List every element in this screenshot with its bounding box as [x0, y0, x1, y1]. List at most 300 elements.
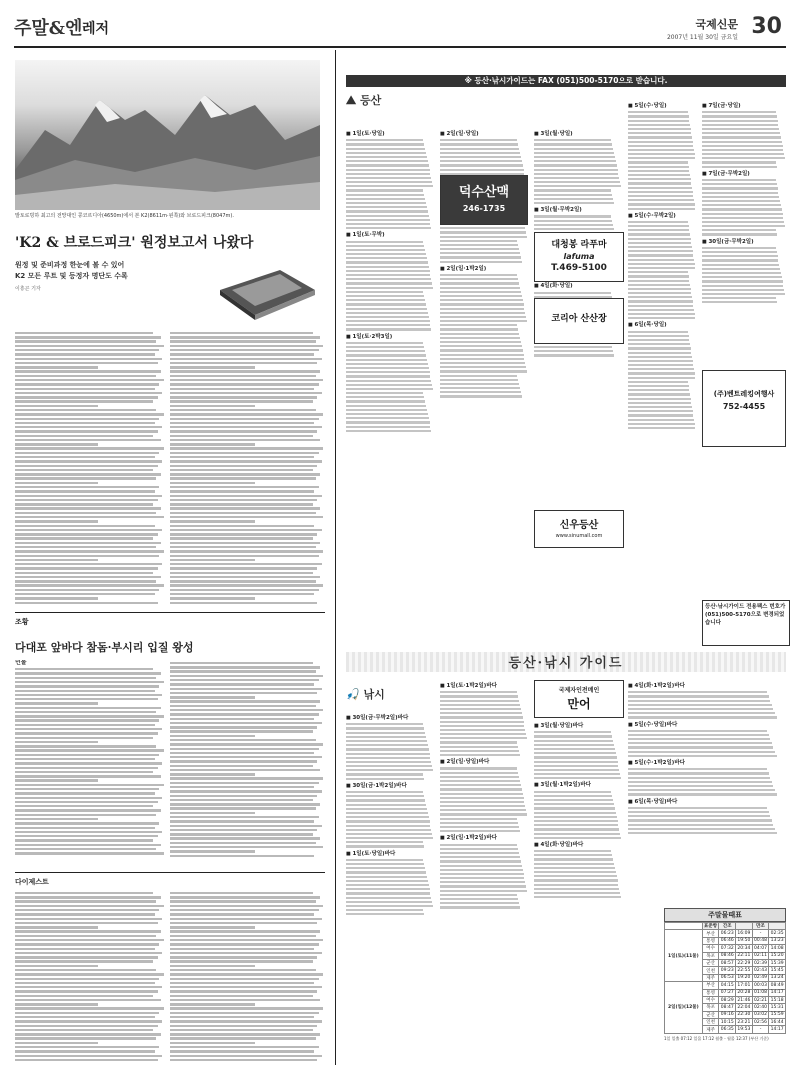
listing-row — [346, 876, 427, 878]
listing-row — [534, 871, 616, 873]
listing-row — [346, 892, 430, 894]
listing-row — [534, 761, 618, 763]
tide-cell: 부산 — [702, 930, 719, 937]
tide-cell: 22:30 — [737, 1012, 751, 1018]
listing-row — [628, 136, 692, 138]
listing-row — [440, 345, 522, 347]
text-line — [15, 589, 159, 591]
listing-row — [440, 169, 524, 171]
text-line — [170, 965, 255, 967]
listing-row — [534, 350, 613, 352]
text-line — [170, 786, 314, 788]
tide-cell: 14:17 — [770, 990, 784, 996]
listing-row — [702, 179, 776, 181]
text-line — [15, 737, 153, 739]
tide-cell: 01:08 — [754, 990, 767, 996]
tide-cell: - — [752, 1026, 769, 1033]
listing-row — [628, 161, 688, 163]
listing-row — [534, 752, 616, 754]
text-line — [170, 683, 314, 685]
listing-row — [440, 152, 520, 154]
text-line — [15, 482, 98, 484]
listing-row — [440, 164, 523, 166]
text-line — [15, 905, 164, 907]
listing-row — [346, 884, 429, 886]
text-line — [15, 418, 159, 420]
listing-row — [628, 203, 695, 205]
listing-row — [534, 164, 617, 166]
listing-row — [628, 352, 691, 354]
listing-row — [346, 257, 427, 259]
listing-row — [346, 359, 427, 361]
text-line — [170, 765, 313, 767]
listing-row — [346, 274, 430, 276]
listing-row — [346, 354, 426, 356]
listing-region-header: ■ 30일(금·무박2일) — [702, 239, 786, 245]
listing-region-header: ■ 4일(화·당일) — [534, 283, 622, 289]
listing-row — [346, 795, 424, 797]
listing-row — [628, 339, 689, 341]
tide-cell: 군산 — [702, 1011, 719, 1018]
listing-row — [346, 169, 430, 171]
guide-banner-title: 등산·낚시 가이드 — [508, 656, 624, 671]
listing-row — [346, 901, 432, 903]
listing-row — [534, 744, 614, 746]
listing-row — [346, 748, 429, 750]
listing-row — [702, 264, 779, 266]
climbing-section-title — [346, 92, 381, 108]
listing-row — [346, 241, 423, 243]
text-line — [170, 379, 323, 381]
listing-row — [440, 716, 523, 718]
listing-row — [628, 712, 775, 714]
fishing-listing-col-4 — [628, 680, 786, 905]
page-header — [14, 10, 786, 48]
tide-cell: 15:39 — [770, 960, 784, 966]
listing-row — [440, 877, 524, 879]
listing-row — [702, 183, 777, 185]
text-line — [170, 340, 316, 342]
text-line — [170, 602, 317, 604]
page-number: 30 — [751, 14, 782, 39]
story2-col-2 — [170, 660, 325, 860]
listing-row — [346, 773, 423, 775]
listing-row — [628, 402, 691, 404]
report-book-image — [210, 260, 320, 322]
tide-cell: 22:29 — [737, 960, 751, 966]
listing-row — [440, 240, 517, 242]
listing-row — [702, 251, 777, 253]
text-line — [170, 956, 317, 958]
listing-row — [346, 841, 423, 843]
listing-row — [440, 801, 524, 803]
tide-cell: 인천 — [702, 1019, 719, 1026]
listing-row — [440, 898, 518, 900]
listing-row — [440, 813, 527, 815]
text-line — [15, 672, 161, 674]
tide-footnote: 1일 일출 07:12 일몰 17:12 월출 - 월몰 12:37 (부산 기준) — [664, 1035, 769, 1041]
fax-banner: ※ 등산·낚시가이드는 FAX (051)500-5170으로 받습니다. — [346, 75, 786, 87]
tide-cell: 제주 — [702, 974, 719, 981]
text-line — [170, 567, 317, 569]
listing-row — [346, 210, 428, 212]
text-line — [15, 724, 155, 726]
listing-row — [702, 280, 783, 282]
listing-row — [440, 379, 518, 381]
listing-row — [440, 712, 522, 714]
listing-row — [628, 275, 689, 277]
text-line — [170, 447, 323, 449]
text-line — [170, 713, 319, 715]
listing-row — [628, 364, 693, 366]
listing-row — [628, 178, 691, 180]
text-line — [170, 999, 320, 1001]
tide-cell: 20:34 — [737, 945, 751, 951]
listing-row — [346, 405, 426, 407]
text-line — [15, 922, 158, 924]
feature-body-col-1 — [15, 330, 165, 605]
listing-row — [346, 409, 427, 411]
listing-region-header: ■ 4일(화·1박2일)바다 — [628, 683, 786, 689]
text-line — [170, 995, 313, 997]
text-line — [170, 842, 316, 844]
listing-row — [628, 225, 689, 227]
listing-region-header: ■ 6일(목·당일) — [628, 322, 696, 328]
tide-cell: 22:04 — [737, 1004, 751, 1010]
listing-row — [702, 268, 780, 270]
listing-region-header: ■ 2일(일·1박2일) — [440, 266, 528, 272]
text-line — [15, 388, 155, 390]
listing-row — [440, 256, 521, 258]
digest-col-2 — [170, 890, 325, 1065]
listing-row — [346, 761, 431, 763]
text-line — [15, 973, 164, 975]
text-line — [15, 801, 158, 803]
climbing-listing-col-1 — [346, 128, 434, 643]
story-divider — [15, 612, 325, 613]
listing-row — [346, 371, 430, 373]
listing-region-header: ■ 3일(월·당일) — [534, 131, 622, 137]
listing-row — [346, 812, 428, 814]
listing-row — [440, 287, 520, 289]
listing-row — [628, 356, 692, 358]
text-line — [15, 926, 98, 928]
text-line — [15, 969, 156, 971]
listing-row — [346, 249, 425, 251]
listing-row — [346, 753, 430, 755]
listing-row — [628, 191, 693, 193]
text-line — [170, 709, 323, 711]
listing-row — [346, 791, 423, 793]
text-line — [15, 1037, 156, 1039]
listing-row — [346, 367, 429, 369]
listing-row — [346, 863, 424, 865]
notice-text: 등산·낚시가이드 전용팩스 번호가 (051)500-5170으로 변경되었습니다 — [705, 604, 786, 626]
tide-table-title: 주말물때표 — [664, 908, 786, 922]
text-line — [15, 754, 159, 756]
text-line — [15, 784, 164, 786]
text-line — [15, 995, 153, 997]
text-line — [170, 477, 316, 479]
listing-row — [534, 139, 611, 141]
listing-row — [440, 780, 520, 782]
text-line — [170, 982, 314, 984]
text-line — [170, 1059, 317, 1061]
fax-change-notice — [702, 600, 790, 646]
text-line — [15, 960, 153, 962]
listing-region-header: ■ 1일(토·1박2일)바다 — [440, 683, 528, 689]
listing-row — [346, 156, 427, 158]
text-line — [15, 1020, 162, 1022]
listing-row — [346, 253, 426, 255]
listing-row — [346, 282, 432, 284]
text-line — [15, 909, 159, 911]
listing-row — [440, 721, 524, 723]
text-line — [170, 790, 322, 792]
listing-row — [628, 347, 691, 349]
tide-day-label: 1일(토)(11물) — [665, 930, 703, 982]
listing-row — [440, 700, 519, 702]
listing-row — [440, 906, 520, 908]
listing-row — [702, 161, 776, 163]
listing-row — [702, 145, 783, 147]
listing-row — [628, 819, 772, 821]
feature-subhead-1: 원정 및 준비과정 한눈에 볼 수 있어 — [15, 261, 125, 269]
listing-row — [628, 734, 769, 736]
listing-row — [702, 255, 778, 257]
listing-row — [534, 807, 615, 809]
listing-row — [440, 227, 525, 229]
listing-row — [346, 871, 426, 873]
listing-row — [346, 825, 430, 827]
text-line — [170, 400, 313, 402]
tide-cell: 15:45 — [770, 968, 784, 974]
listing-row — [702, 276, 782, 278]
story2-sub-freshwater: 민물 — [15, 660, 27, 666]
listing-row — [702, 259, 778, 261]
text-line — [170, 807, 316, 809]
tide-cell: 14:08 — [770, 945, 784, 951]
listing-row — [628, 360, 693, 362]
text-line — [170, 688, 322, 690]
text-line — [170, 490, 314, 492]
ad-lafuma — [534, 232, 624, 282]
tide-header-cell — [665, 923, 703, 930]
listing-row — [628, 145, 693, 147]
text-line — [15, 537, 153, 539]
listing-row — [628, 208, 695, 210]
text-line — [170, 1025, 317, 1027]
text-line — [170, 1029, 313, 1031]
text-line — [15, 362, 158, 364]
listing-row — [346, 426, 430, 428]
listing-row — [534, 867, 615, 869]
listing-row — [702, 124, 778, 126]
listing-region-header: ■ 6일(목·당일)바다 — [628, 799, 786, 805]
ad-sinwoo-title: 신우등산 — [559, 520, 599, 531]
listing-row — [534, 854, 612, 856]
listing-row — [440, 349, 523, 351]
text-line — [170, 392, 322, 394]
listing-row — [534, 816, 617, 818]
listing-row — [346, 295, 424, 297]
listing-row — [346, 202, 426, 204]
listing-row — [534, 224, 613, 226]
listing-row — [346, 744, 428, 746]
tide-cell: 00:03 — [754, 982, 767, 988]
tide-cell: 13:23 — [770, 938, 784, 944]
listing-region-header: ■ 2일(일·당일)바다 — [440, 759, 528, 765]
text-line — [170, 1050, 314, 1052]
feature-subhead-2: K2 모든 루트 및 등정자 명단도 수록 — [15, 272, 128, 280]
text-line — [15, 1059, 158, 1061]
listing-row — [534, 756, 617, 758]
listing-row — [440, 139, 517, 141]
text-line — [170, 1033, 320, 1035]
listing-row — [702, 120, 778, 122]
listing-row — [702, 149, 783, 151]
listing-row — [534, 173, 618, 175]
text-line — [170, 503, 313, 505]
text-line — [15, 948, 155, 950]
listing-row — [534, 143, 612, 145]
issue-date: 2007년 11월 30일 금요일 — [666, 34, 738, 41]
listing-row — [440, 860, 521, 862]
listing-row — [628, 700, 770, 702]
listing-row — [440, 881, 525, 883]
listing-row — [702, 111, 776, 113]
listing-row — [346, 740, 427, 742]
listing-row — [534, 194, 612, 196]
listing-row — [346, 375, 430, 377]
feature-headline: 'K2 & 브로드피크' 원정보고서 나왔다 — [15, 235, 254, 251]
listing-row — [346, 324, 430, 326]
text-line — [15, 930, 161, 932]
tide-cell: 21:46 — [737, 997, 751, 1003]
text-line — [15, 978, 159, 980]
listing-row — [534, 875, 617, 877]
text-line — [170, 435, 313, 437]
listing-row — [702, 293, 785, 295]
listing-row — [440, 695, 518, 697]
listing-row — [628, 182, 691, 184]
listing-row — [702, 217, 783, 219]
text-line — [15, 809, 161, 811]
text-line — [170, 345, 323, 347]
text-line — [170, 735, 255, 737]
listing-row — [346, 833, 432, 835]
text-line — [170, 516, 323, 518]
listing-row — [628, 170, 689, 172]
text-line — [15, 529, 162, 531]
listing-row — [702, 132, 780, 134]
listing-row — [702, 204, 781, 206]
listing-row — [628, 233, 690, 235]
listing-row — [346, 266, 429, 268]
listing-row — [440, 320, 527, 322]
story2-label: 조황 — [15, 618, 29, 626]
listing-row — [628, 414, 693, 416]
listing-row — [440, 341, 521, 343]
listing-row — [628, 777, 770, 779]
listing-row — [346, 421, 430, 423]
listing-row — [346, 820, 430, 822]
text-line — [15, 426, 162, 428]
tide-cell: 06:53 — [720, 975, 734, 981]
tide-cell: 02:35 — [770, 931, 784, 937]
listing-row — [440, 725, 524, 727]
text-line — [15, 668, 153, 670]
listing-row — [628, 742, 772, 744]
text-line — [170, 739, 316, 741]
ad-bent-phone: 752-4455 — [722, 402, 766, 411]
listing-row — [628, 423, 695, 425]
tide-cell: 20:28 — [737, 990, 751, 996]
text-line — [15, 443, 98, 445]
story2-headline: 다대포 앞바다 참돔·부시리 입질 왕성 — [15, 641, 194, 654]
text-line — [170, 550, 323, 552]
text-line — [15, 1025, 158, 1027]
text-line — [15, 1046, 159, 1048]
text-line — [15, 835, 158, 837]
text-line — [170, 855, 314, 857]
text-line — [15, 477, 156, 479]
listing-row — [534, 795, 612, 797]
ad-sinwoo — [534, 510, 624, 548]
tide-header-cell: 표준항 — [704, 924, 718, 930]
text-line — [15, 533, 158, 535]
listing-row — [628, 292, 691, 294]
listing-row — [628, 751, 775, 753]
listing-row — [346, 164, 429, 166]
tide-cell: 08:29 — [720, 997, 734, 1003]
text-line — [15, 516, 164, 518]
text-line — [15, 900, 156, 902]
text-line — [15, 707, 161, 709]
listing-row — [628, 187, 692, 189]
ad-maneo — [534, 680, 624, 718]
text-line — [15, 779, 98, 781]
text-line — [15, 1033, 161, 1035]
text-line — [170, 905, 323, 907]
listing-row — [440, 295, 522, 297]
text-line — [170, 1042, 255, 1044]
listing-row — [628, 807, 767, 809]
text-line — [15, 576, 161, 578]
text-line — [170, 820, 314, 822]
ad-sanjang-title: 코리아 산산장 — [551, 314, 607, 324]
text-line — [15, 913, 155, 915]
listing-row — [534, 177, 619, 179]
listing-row — [628, 755, 777, 757]
listing-row — [534, 735, 612, 737]
text-line — [15, 939, 164, 941]
listing-row — [346, 291, 423, 293]
text-line — [170, 520, 255, 522]
listing-row — [534, 202, 614, 204]
listing-row — [628, 280, 689, 282]
text-line — [15, 844, 161, 846]
text-line — [170, 1046, 319, 1048]
tide-cell: 15:59 — [770, 1012, 784, 1018]
listing-row — [628, 149, 694, 151]
text-line — [15, 749, 164, 751]
listing-row — [440, 750, 519, 752]
text-line — [170, 525, 314, 527]
tide-cell: 여수 — [702, 996, 719, 1003]
fishing-title-text: 낚시 — [363, 688, 385, 701]
text-line — [15, 456, 155, 458]
